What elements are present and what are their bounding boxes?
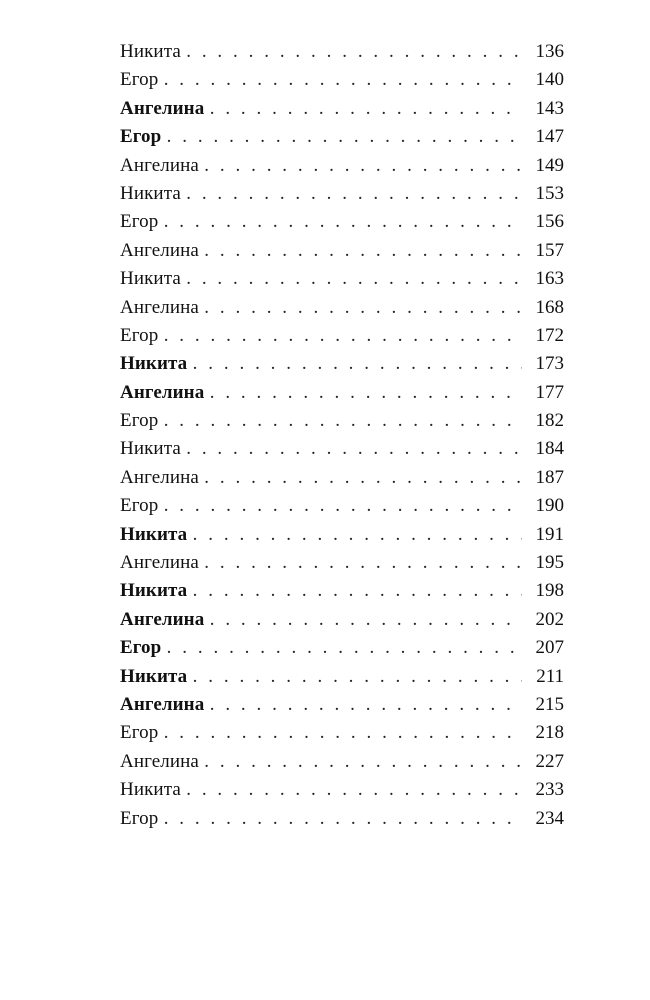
toc-page-number: 227	[535, 750, 564, 772]
toc-dot-leader	[167, 636, 522, 664]
toc-dot-leader	[205, 551, 522, 579]
toc-row	[120, 492, 564, 520]
toc-entry-title: Егор	[120, 807, 159, 829]
toc-entry-title: Егор	[120, 211, 159, 233]
toc-row	[120, 407, 564, 435]
toc-entry-title: Ангелина	[120, 466, 199, 488]
toc-row	[120, 805, 564, 833]
toc-row	[120, 95, 564, 123]
toc-dot-leader	[187, 182, 522, 210]
toc-dot-leader	[205, 750, 522, 778]
toc-entry-title: Ангелина	[120, 239, 199, 261]
toc-page-number: 234	[535, 807, 564, 829]
toc-row	[120, 180, 564, 208]
toc-dot-leader	[210, 381, 522, 409]
toc-dot-leader	[187, 40, 522, 68]
toc-row	[120, 577, 564, 605]
toc-row	[120, 776, 564, 804]
toc-entry-title: Егор	[120, 410, 159, 432]
toc-page-number: 157	[535, 239, 564, 261]
toc-row	[120, 38, 564, 66]
toc-page-number: 163	[535, 268, 564, 290]
toc-entry-title: Никита	[120, 523, 188, 545]
toc-row	[120, 549, 564, 577]
toc-row	[120, 521, 564, 549]
toc-row	[120, 634, 564, 662]
toc-entry-title: Ангелина	[120, 552, 199, 574]
toc-dot-leader	[205, 296, 522, 324]
toc-dot-leader	[187, 437, 522, 465]
toc-row	[120, 152, 564, 180]
toc-entry-title: Ангелина	[120, 381, 205, 403]
toc-page-number: 195	[535, 552, 564, 574]
toc-dot-leader	[210, 608, 522, 636]
toc-page-number: 168	[535, 296, 564, 318]
toc-dot-leader	[193, 523, 522, 551]
toc-entry-title: Никита	[120, 353, 188, 375]
toc-row	[120, 123, 564, 151]
toc-entry-title: Ангелина	[120, 608, 205, 630]
toc-entry-title: Ангелина	[120, 296, 199, 318]
toc-row	[120, 379, 564, 407]
toc-row	[120, 606, 564, 634]
toc-page-number: 184	[535, 438, 564, 460]
toc-entry-title: Никита	[120, 438, 181, 460]
toc-row	[120, 464, 564, 492]
toc-page-number: 153	[535, 182, 564, 204]
toc-dot-leader	[210, 97, 522, 125]
toc-page-number: 140	[535, 69, 564, 91]
toc-page-number: 233	[535, 779, 564, 801]
toc-entry-title: Никита	[120, 779, 181, 801]
toc-dot-leader	[193, 579, 522, 607]
toc-row	[120, 691, 564, 719]
toc-row	[120, 748, 564, 776]
toc-row	[120, 265, 564, 293]
toc-page-number: 187	[535, 466, 564, 488]
toc-dot-leader	[187, 778, 522, 806]
toc-entry-title: Ангелина	[120, 693, 205, 715]
toc-entry-title: Никита	[120, 182, 181, 204]
toc-page-number: 211	[536, 665, 564, 687]
toc-row	[120, 208, 564, 236]
toc-page-number: 215	[535, 693, 564, 715]
toc-entry-title: Ангелина	[120, 154, 199, 176]
toc-row	[120, 350, 564, 378]
toc-dot-leader	[193, 352, 522, 380]
toc-row	[120, 322, 564, 350]
toc-dot-leader	[205, 239, 522, 267]
toc-row	[120, 719, 564, 747]
toc-row	[120, 663, 564, 691]
toc-dot-leader	[164, 409, 522, 437]
toc-entry-title: Никита	[120, 268, 181, 290]
toc-dot-leader	[164, 210, 522, 238]
toc-entry-title: Егор	[120, 126, 162, 148]
toc-dot-leader	[205, 466, 522, 494]
toc-row	[120, 66, 564, 94]
toc-entry-title: Никита	[120, 580, 188, 602]
toc-dot-leader	[187, 267, 522, 295]
toc-page-number: 136	[535, 41, 564, 62]
toc-page-number: 191	[535, 523, 564, 545]
toc-entry-title: Никита	[120, 41, 181, 62]
toc-entry-title: Егор	[120, 324, 159, 346]
toc-row	[120, 435, 564, 463]
toc-row	[120, 294, 564, 322]
toc-page-number: 202	[535, 608, 564, 630]
toc-page-number: 156	[535, 211, 564, 233]
toc-page-number: 218	[535, 722, 564, 744]
toc-dot-leader	[205, 154, 522, 182]
toc-page-number: 207	[535, 637, 564, 659]
toc-page-number: 173	[535, 353, 564, 375]
toc-page-number: 198	[535, 580, 564, 602]
toc-entry-title: Егор	[120, 722, 159, 744]
toc-dot-leader	[193, 665, 522, 693]
toc-dot-leader	[167, 125, 522, 153]
toc-page-number: 190	[535, 495, 564, 517]
toc-dot-leader	[164, 324, 522, 352]
toc-page-number: 147	[535, 126, 564, 148]
toc-dot-leader	[164, 494, 522, 522]
table-of-contents	[120, 38, 564, 833]
toc-page-number: 172	[535, 324, 564, 346]
toc-dot-leader	[164, 721, 522, 749]
toc-entry-title: Егор	[120, 637, 162, 659]
toc-dot-leader	[164, 807, 522, 835]
toc-page-number: 177	[535, 381, 564, 403]
toc-page-number: 143	[535, 97, 564, 119]
toc-entry-title: Ангелина	[120, 750, 199, 772]
toc-dot-leader	[210, 693, 522, 721]
toc-entry-title: Егор	[120, 69, 159, 91]
toc-entry-title: Егор	[120, 495, 159, 517]
toc-entry-title: Ангелина	[120, 97, 205, 119]
toc-page-number: 182	[535, 410, 564, 432]
toc-entry-title: Никита	[120, 665, 188, 687]
toc-row	[120, 237, 564, 265]
toc-dot-leader	[164, 68, 522, 96]
toc-page-number: 149	[535, 154, 564, 176]
